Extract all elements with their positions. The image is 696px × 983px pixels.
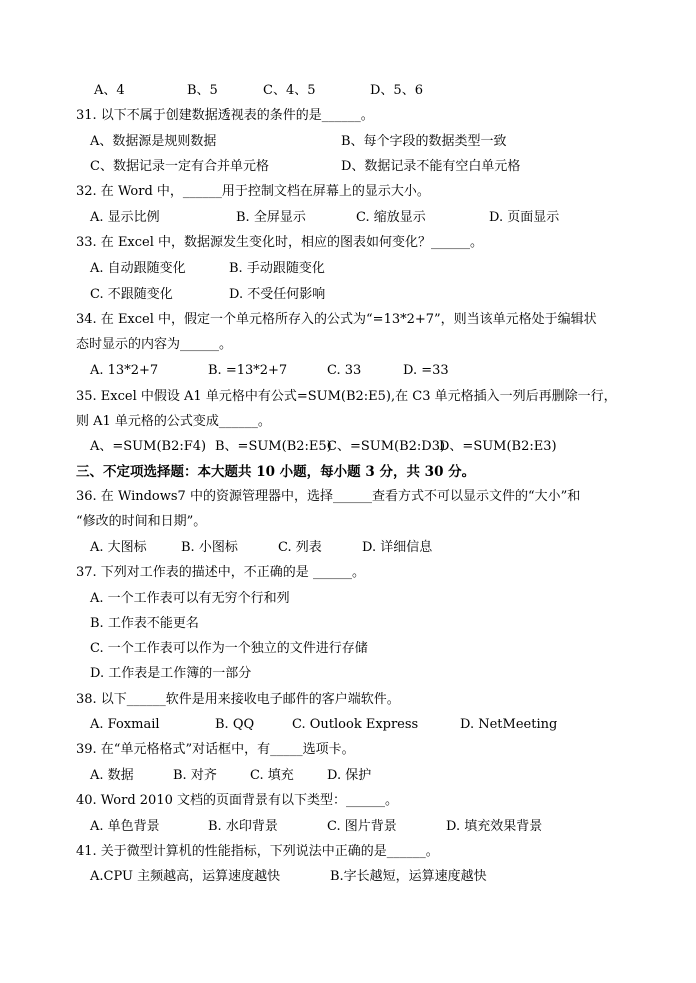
q41-option-a: A.CPU 主频越高，运算速度越快	[90, 869, 281, 884]
q36-option-c: C. 列表	[278, 540, 322, 555]
q37-option-a: A. 一个工作表可以有无穷个行和列	[90, 591, 290, 606]
q32-option-b: B. 全屏显示	[236, 210, 306, 225]
q34-stem-line1: 34. 在 Excel 中，假定一个单元格所存入的公式为“=13*2+7”，则当该单元格处于编辑状	[76, 312, 597, 327]
q40-stem: 40. Word 2010 文档的页面背景有以下类型：______。	[76, 793, 398, 808]
q35-option-b: B、=SUM(B2:E5)	[215, 439, 332, 454]
q31-option-d: D、数据记录不能有空白单元格	[341, 159, 521, 174]
q30-option-b: B、5	[187, 83, 218, 98]
q36-stem-line2: “修改的时间和日期”。	[76, 514, 207, 529]
q33-option-d: D. 不受任何影响	[229, 287, 326, 302]
q38-stem: 38. 以下______软件是用来接收电子邮件的客户端软件。	[76, 692, 400, 707]
q34-stem-line2: 态时显示的内容为______。	[76, 337, 233, 352]
q33-option-b: B. 手动跟随变化	[229, 261, 325, 276]
q34-option-d: D. =33	[403, 363, 449, 378]
q39-option-c: C. 填充	[250, 768, 294, 783]
q30-option-a: A、4	[94, 83, 125, 98]
q33-stem: 33. 在 Excel 中，数据源发生变化时，相应的图表如何变化？______。	[76, 235, 484, 250]
q38-option-c: C. Outlook Express	[292, 717, 419, 732]
q32-option-d: D. 页面显示	[489, 210, 560, 225]
q30-option-d: D、5、6	[370, 83, 423, 98]
q36-option-d: D. 详细信息	[362, 540, 433, 555]
q33-option-a: A. 自动跟随变化	[90, 261, 186, 276]
q32-option-a: A. 显示比例	[90, 210, 160, 225]
q37-option-b: B. 工作表不能更名	[90, 616, 199, 631]
q33-option-c: C. 不跟随变化	[90, 287, 173, 302]
section-3-heading: 三、不定项选择题：本大题共 10 小题，每小题 3 分，共 30 分。	[76, 464, 476, 480]
q41-option-b: B.字长越短，运算速度越快	[330, 869, 487, 884]
q39-option-a: A. 数据	[90, 768, 134, 783]
q36-option-a: A. 大图标	[90, 540, 147, 555]
q31-option-b: B、每个字段的数据类型一致	[341, 134, 507, 149]
q35-stem-line1: 35. Excel 中假设 A1 单元格中有公式=SUM(B2:E5),在 C3 单元格插入一列后再删除一行，	[76, 389, 617, 404]
q35-option-a: A、=SUM(B2:F4)	[90, 439, 207, 454]
q39-option-b: B. 对齐	[173, 768, 217, 783]
q31-option-a: A、数据源是规则数据	[90, 134, 217, 149]
q37-option-c: C. 一个工作表可以作为一个独立的文件进行存储	[90, 641, 368, 656]
q35-option-d: D、=SUM(B2:E3)	[439, 439, 557, 454]
q39-option-d: D. 保护	[327, 768, 372, 783]
q37-option-d: D. 工作表是工作簿的一部分	[90, 666, 252, 681]
q38-option-b: B. QQ	[215, 717, 255, 732]
q38-option-a: A. Foxmail	[90, 717, 160, 732]
q31-option-c: C、数据记录一定有合并单元格	[90, 159, 269, 174]
q40-option-d: D. 填充效果背景	[446, 819, 543, 834]
q34-option-b: B. =13*2+7	[208, 363, 288, 378]
q41-stem: 41. 关于微型计算机的性能指标，下列说法中正确的是______。	[76, 844, 439, 859]
q34-option-c: C. 33	[327, 363, 362, 378]
q40-option-c: C. 图片背景	[327, 819, 397, 834]
q35-stem-line2: 则 A1 单元格的公式变成______。	[76, 414, 271, 429]
q32-stem: 32. 在 Word 中，______用于控制文档在屏幕上的显示大小。	[76, 184, 430, 199]
q39-stem: 39. 在“单元格格式”对话框中，有_____选项卡。	[76, 742, 355, 757]
q34-option-a: A. 13*2+7	[90, 363, 159, 378]
q36-stem-line1: 36. 在 Windows7 中的资源管理器中，选择______查看方式不可以显示文件的“大小”和	[76, 489, 581, 504]
q35-option-c: C、=SUM(B2:D3)	[327, 439, 446, 454]
q40-option-b: B. 水印背景	[208, 819, 278, 834]
q30-option-c: C、4、5	[263, 83, 316, 98]
q36-option-b: B. 小图标	[181, 540, 238, 555]
q38-option-d: D. NetMeeting	[460, 717, 558, 732]
q32-option-c: C. 缩放显示	[356, 210, 426, 225]
q31-stem: 31. 以下不属于创建数据透视表的条件的是______。	[76, 108, 374, 123]
q40-option-a: A. 单色背景	[90, 819, 160, 834]
q37-stem: 37. 下列对工作表的描述中，不正确的是 ______。	[76, 565, 365, 580]
